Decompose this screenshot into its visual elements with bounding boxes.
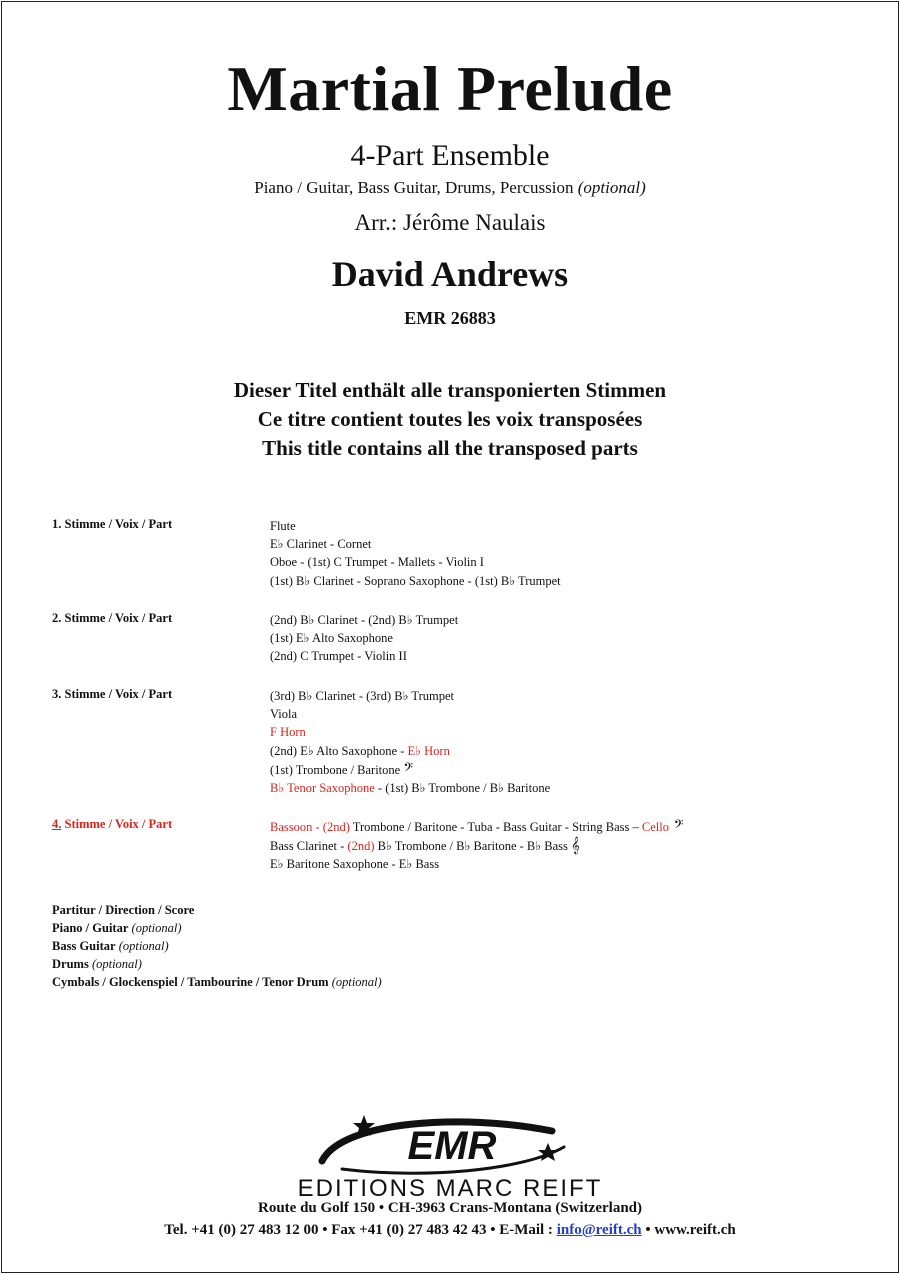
extra-bass-label: Bass Guitar: [52, 939, 116, 953]
composer: David Andrews: [331, 254, 569, 294]
instrument-line: [270, 742, 550, 760]
instrument-text: (2nd) E♭ Alto Saxophone -: [270, 743, 408, 758]
transposed-notice-en: This title contains all the transposed parts: [262, 436, 638, 460]
score-cover-page: [1, 1, 899, 1273]
instrument-line: [270, 836, 683, 855]
catalog-number: EMR 26883: [404, 308, 496, 328]
extra-drums-label: Drums: [52, 957, 89, 971]
logo-text: EMR: [407, 1124, 497, 1168]
optional-note: (optional): [91, 957, 142, 971]
part-label-text: Stimme / Voix / Part: [61, 817, 173, 831]
instrument-line: Oboe - (1st) C Trumpet - Mallets - Violin I: [270, 555, 484, 570]
instrumentation-main: Piano / Guitar, Bass Guitar, Drums, Percussion: [254, 178, 574, 197]
arranger: Arr.: Jérôme Naulais: [354, 210, 546, 235]
part-label: 2. Stimme / Voix / Part: [52, 611, 173, 625]
treble-clef-icon: 𝄞: [571, 836, 580, 855]
instrument-text: B♭ Trombone / B♭ Baritone - B♭ Bass: [374, 839, 572, 854]
bass-clef-icon: 𝄢: [668, 817, 684, 835]
instrument-text: - (1st) B♭ Trombone / B♭ Baritone: [374, 781, 551, 796]
instrument-text-highlight: B♭ Tenor Saxophone: [270, 781, 375, 796]
email-link[interactable]: info@reift.ch: [556, 1222, 642, 1238]
extra-percussion: [52, 973, 382, 991]
instrument-text-highlight: Bassoon - (2nd): [270, 820, 350, 834]
extra-piano: [52, 919, 382, 937]
extra-percussion-label: Cymbals / Glockenspiel / Tambourine / Tenor Drum: [52, 975, 329, 989]
instrument-line: [270, 817, 683, 836]
additional-parts: [52, 901, 382, 991]
publisher-contact: [2, 1222, 898, 1239]
instrument-line: (2nd) B♭ Clarinet - (2nd) B♭ Trumpet: [270, 613, 459, 627]
instrument-line: Viola: [270, 707, 298, 722]
ensemble-subtitle: 4-Part Ensemble: [350, 139, 550, 172]
instrument-line: (3rd) B♭ Clarinet - (3rd) B♭ Trumpet: [270, 689, 454, 703]
instrument-line: (1st) B♭ Clarinet - Soprano Saxophone - (1st) B♭ Trumpet: [270, 573, 561, 588]
contact-phone-fax: Tel. +41 (0) 27 483 12 00 • Fax +41 (0) 27 483 42 43 • E-Mail :: [164, 1222, 557, 1238]
part-label: 1. Stimme / Voix / Part: [52, 517, 173, 531]
part-instrument-list: [270, 687, 550, 797]
instrument-text: (1st) Trombone / Baritone: [270, 762, 404, 777]
transposed-notice-fr: Ce titre contient toutes les voix transposées: [257, 407, 643, 431]
instrument-text-highlight: (2nd): [347, 839, 375, 854]
transposed-notice-de: Dieser Titel enthält alle transponierten Stimmen: [233, 378, 667, 402]
instrument-line-highlight: F Horn: [270, 725, 306, 740]
instrument-text: Bass Clarinet -: [270, 839, 348, 854]
part-instrument-list: [270, 817, 683, 874]
extra-piano-label: Piano / Guitar: [52, 921, 129, 935]
optional-note: (optional): [131, 921, 182, 935]
instrumentation-line: [2, 178, 898, 198]
extra-score-label: Partitur / Direction / Score: [52, 903, 195, 917]
extra-score: [52, 901, 382, 919]
instrument-text-highlight: E♭ Horn: [407, 743, 450, 758]
part-label: 3. Stimme / Voix / Part: [52, 687, 173, 701]
extra-bass: [52, 937, 382, 955]
publisher-address: Route du Golf 150 • CH-3963 Crans-Montana (Switzerland): [258, 1200, 642, 1216]
bass-clef-icon: 𝄢: [403, 759, 413, 778]
instrument-line: E♭ Clarinet - Cornet: [270, 537, 372, 552]
instrument-line: E♭ Baritone Saxophone - E♭ Bass: [270, 857, 440, 872]
transposed-notice: [2, 376, 898, 463]
instrument-text-highlight: Cello: [641, 820, 669, 834]
publisher-name: EDITIONS MARC REIFT: [297, 1175, 603, 1202]
instrumentation-optional: (optional): [577, 178, 646, 197]
contact-website: • www.reift.ch: [641, 1222, 736, 1238]
part-label: [52, 817, 172, 832]
extra-drums: [52, 955, 382, 973]
page-title: Martial Prelude: [227, 53, 673, 124]
instrument-line: (2nd) C Trumpet - Violin II: [270, 649, 407, 664]
instrument-line: [270, 779, 550, 797]
emr-logo-icon: [302, 1109, 602, 1179]
part-instrument-list: [270, 611, 458, 666]
part-number: 4.: [52, 817, 62, 831]
instrument-line: Flute: [270, 519, 296, 533]
optional-note: (optional): [331, 975, 382, 989]
instrument-line: [270, 760, 550, 779]
instrument-line: (1st) E♭ Alto Saxophone: [270, 631, 393, 646]
part-instrument-list: [270, 517, 561, 590]
instrument-text: Trombone / Baritone - Tuba - Bass Guitar - String Bass –: [349, 820, 642, 834]
optional-note: (optional): [118, 939, 169, 953]
